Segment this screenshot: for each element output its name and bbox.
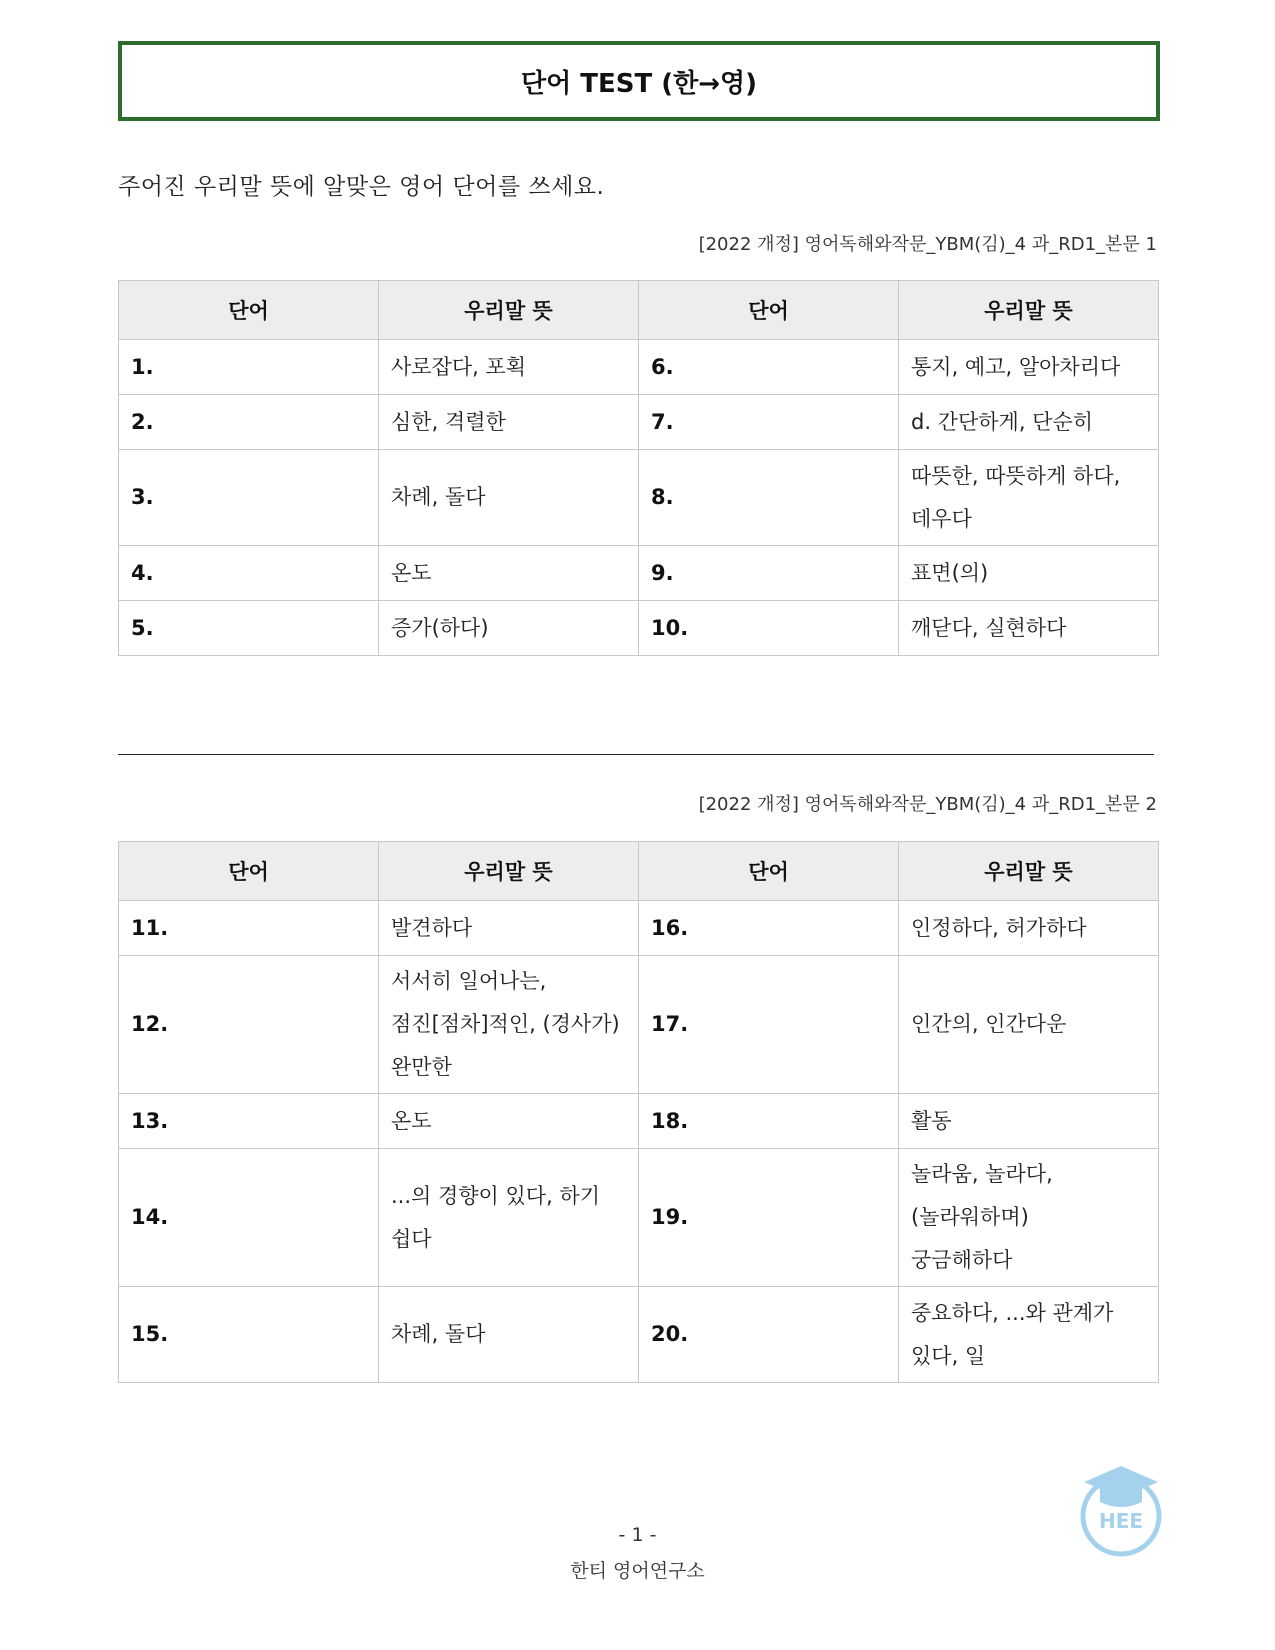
col-header-meaning: 우리말 뜻 xyxy=(899,281,1159,340)
meaning-cell xyxy=(379,450,639,546)
table-row xyxy=(119,901,1159,956)
col-header-word: 단어 xyxy=(119,281,379,340)
word-number: 5. xyxy=(119,601,379,656)
table-row xyxy=(119,340,1159,395)
meaning-cell xyxy=(379,1287,639,1383)
word-number: 15. xyxy=(119,1287,379,1383)
meaning-line: 쉽다 xyxy=(391,1226,432,1251)
meaning-cell xyxy=(899,1149,1159,1287)
title-box xyxy=(118,41,1160,121)
meaning-cell xyxy=(899,340,1159,395)
meaning-line: 궁금해하다 xyxy=(911,1248,1013,1272)
meaning-line: 심한, 격렬한 xyxy=(391,409,506,434)
meaning-cell xyxy=(899,901,1159,956)
meaning-line: 서서히 일어나는, xyxy=(391,969,547,993)
meaning-line: ...의 경향이 있다, 하기 xyxy=(391,1183,601,1208)
meaning-line: 있다, 일 xyxy=(911,1343,986,1368)
meaning-line: 차례, 돌다 xyxy=(391,1322,486,1346)
word-number: 10. xyxy=(639,601,899,656)
meaning-line: 표면(의) xyxy=(911,560,989,585)
col-header-word: 단어 xyxy=(639,281,899,340)
logo-text: HEE xyxy=(1098,1509,1144,1533)
meaning-line: 데우다 xyxy=(911,506,972,531)
word-number: 9. xyxy=(639,546,899,601)
meaning-cell xyxy=(899,956,1159,1094)
meaning-cell xyxy=(379,546,639,601)
table-row xyxy=(119,1287,1159,1383)
col-header-word: 단어 xyxy=(639,842,899,901)
word-number: 1. xyxy=(119,340,379,395)
word-number: 12. xyxy=(119,956,379,1094)
page-number: - 1 - xyxy=(618,1524,657,1546)
meaning-line: 놀라움, 놀라다, xyxy=(911,1162,1053,1186)
page-title: 단어 TEST (한→영) xyxy=(520,68,758,99)
meaning-cell xyxy=(379,340,639,395)
meaning-line: 인간의, 인간다운 xyxy=(911,1012,1067,1036)
section1-source: [2022 개정] 영어독해와작문_YBM(김)_4 과_RD1_본문 1 xyxy=(698,234,1157,255)
table-row xyxy=(119,1094,1159,1149)
meaning-line: (놀라워하며) xyxy=(911,1205,1029,1229)
meaning-line: 인정하다, 허가하다 xyxy=(911,915,1087,940)
table-row xyxy=(119,450,1159,546)
col-header-meaning: 우리말 뜻 xyxy=(899,842,1159,901)
meaning-cell xyxy=(379,395,639,450)
meaning-line: 사로잡다, 포획 xyxy=(391,354,527,379)
word-number: 4. xyxy=(119,546,379,601)
word-number: 17. xyxy=(639,956,899,1094)
meaning-line: 온도 xyxy=(391,1108,432,1133)
meaning-line: 발견하다 xyxy=(391,915,473,940)
table-row xyxy=(119,956,1159,1094)
instruction-text: 주어진 우리말 뜻에 알맞은 영어 단어를 쓰세요. xyxy=(118,174,605,200)
table-header-row xyxy=(119,842,1159,901)
meaning-line: d. 간단하게, 단순히 xyxy=(911,409,1094,434)
meaning-cell xyxy=(899,450,1159,546)
meaning-cell xyxy=(899,395,1159,450)
meaning-line: 점진[점차]적인, (경사가) xyxy=(391,1012,620,1036)
word-number: 14. xyxy=(119,1149,379,1287)
word-number: 6. xyxy=(639,340,899,395)
meaning-cell xyxy=(379,901,639,956)
word-number: 3. xyxy=(119,450,379,546)
meaning-cell xyxy=(379,1094,639,1149)
graduation-cap-icon xyxy=(1084,1466,1158,1498)
meaning-line: 완만한 xyxy=(391,1055,452,1079)
meaning-cell xyxy=(379,956,639,1094)
meaning-cell xyxy=(899,546,1159,601)
word-number: 18. xyxy=(639,1094,899,1149)
word-number: 13. xyxy=(119,1094,379,1149)
col-header-meaning: 우리말 뜻 xyxy=(379,842,639,901)
word-number: 8. xyxy=(639,450,899,546)
section-divider xyxy=(118,754,1154,755)
col-header-meaning: 우리말 뜻 xyxy=(379,281,639,340)
table-row xyxy=(119,546,1159,601)
vocab-table-2 xyxy=(118,841,1159,1383)
organization-name: 한티 영어연구소 xyxy=(570,1560,705,1582)
word-number: 19. xyxy=(639,1149,899,1287)
section2-source: [2022 개정] 영어독해와작문_YBM(김)_4 과_RD1_본문 2 xyxy=(698,794,1157,815)
meaning-line: 따뜻한, 따뜻하게 하다, xyxy=(911,463,1121,488)
col-header-word: 단어 xyxy=(119,842,379,901)
meaning-line: 차례, 돌다 xyxy=(391,485,486,509)
meaning-cell xyxy=(899,601,1159,656)
meaning-line: 온도 xyxy=(391,560,432,585)
meaning-cell xyxy=(899,1094,1159,1149)
meaning-line: 활동 xyxy=(911,1108,952,1133)
meaning-cell xyxy=(379,601,639,656)
table-row xyxy=(119,601,1159,656)
meaning-line: 통지, 예고, 알아차리다 xyxy=(911,354,1121,379)
meaning-cell xyxy=(899,1287,1159,1383)
meaning-cell xyxy=(379,1149,639,1287)
table-row xyxy=(119,1149,1159,1287)
word-number: 11. xyxy=(119,901,379,956)
meaning-line: 중요하다, ...와 관계가 xyxy=(911,1300,1114,1325)
word-number: 20. xyxy=(639,1287,899,1383)
table-header-row xyxy=(119,281,1159,340)
vocab-table-1 xyxy=(118,280,1159,656)
word-number: 7. xyxy=(639,395,899,450)
meaning-line: 깨닫다, 실현하다 xyxy=(911,615,1067,640)
table-row xyxy=(119,395,1159,450)
word-number: 16. xyxy=(639,901,899,956)
meaning-line: 증가(하다) xyxy=(391,615,489,640)
word-number: 2. xyxy=(119,395,379,450)
